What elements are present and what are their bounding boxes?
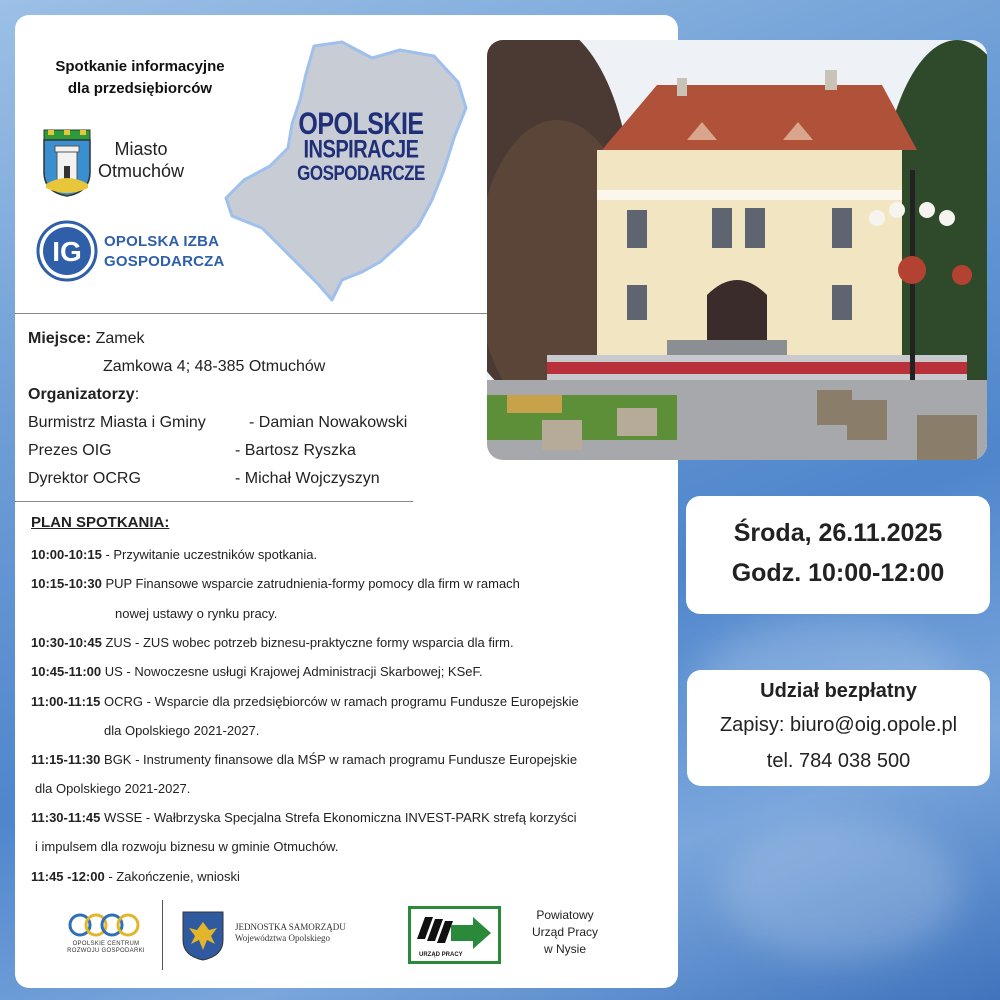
chamber-name [104, 232, 225, 272]
plan-item-text: - Zakończenie, wnioski [104, 869, 240, 884]
chamber-logo-icon [36, 220, 98, 282]
organizer-row [28, 442, 356, 460]
place-address: Zamkowa 4; 48-385 Otmuchów [103, 358, 326, 375]
labour-office-name [520, 907, 610, 958]
organizer-row [28, 414, 408, 432]
plan-item-time: 10:00-10:15 [31, 547, 102, 562]
event-hours: Godz. 10:00-12:00 [731, 559, 945, 587]
plan-item-text: - Przywitanie uczestników spotkania. [101, 547, 318, 562]
registration-card [687, 670, 990, 786]
plan-heading: PLAN SPOTKANIA: [31, 514, 170, 531]
plan-item-continuation: i impulsem dla rozwoju biznesu w gminie Otmuchów. [35, 839, 339, 854]
registration-phone[interactable]: tel. 784 038 500 [766, 750, 911, 772]
plan-item-text: US - Nowoczesne usługi Krajowej Administracji Skarbowej; KSeF. [101, 664, 483, 679]
plan-item-text: OCRG - Wsparcie dla przedsiębiorców w ramach programu Fundusze Europejskie [100, 694, 579, 709]
plan-item [31, 809, 577, 827]
organizer-role: Burmistrz Miasta i Gminy [28, 414, 206, 431]
castle-photo [487, 40, 987, 460]
plan-item [31, 751, 577, 769]
ocrg-name [62, 941, 150, 955]
plan-item [31, 634, 514, 652]
organizer-role: Prezes OIG [28, 442, 112, 459]
chamber-name-line: GOSPODARCZA [104, 253, 225, 270]
plan-item-time: 11:30-11:45 [31, 810, 101, 825]
plan-item-time: 10:45-11:00 [31, 664, 102, 679]
plan-item [31, 693, 579, 711]
ocrg-logo-icon [66, 910, 146, 940]
footer-divider [162, 900, 163, 970]
registration-email[interactable]: Zapisy: biuro@oig.opole.pl [719, 714, 958, 736]
map-title-line: OPOLSKIE [298, 106, 424, 142]
plan-item [31, 575, 520, 593]
ocrg-name-line: ROZWOJU GOSPODARKI [67, 948, 145, 954]
event-title-line: dla przedsiębiorców [67, 80, 213, 97]
voivodeship-name-line: Województwa Opolskiego [235, 933, 331, 943]
place-section [28, 325, 325, 381]
plan-item [31, 868, 240, 886]
plan-item [31, 663, 483, 681]
organizers-label: Organizatorzy [28, 386, 135, 403]
event-date: Środa, 26.11.2025 [733, 519, 943, 547]
organizer-role: Dyrektor OCRG [28, 470, 141, 487]
voivodeship-name [235, 922, 346, 944]
organizer-row [28, 470, 380, 488]
place-label: Miejsce: [28, 330, 92, 347]
city-name-line: Miasto [114, 139, 168, 159]
organizer-person: - Bartosz Ryszka [235, 442, 356, 459]
map-title [290, 106, 432, 185]
organizers-heading [28, 386, 139, 404]
plan-item-text: PUP Finansowe wsparcie zatrudnienia-formy pomocy dla firm w ramach [101, 576, 520, 591]
plan-item-continuation: dla Opolskiego 2021-2027. [35, 781, 191, 796]
chamber-name-line: OPOLSKA IZBA [104, 233, 220, 250]
castle-illustration-icon [487, 40, 987, 460]
plan-item-time: 10:30-10:45 [31, 635, 102, 650]
ocrg-name-line: OPOLSKIE CENTRUM [72, 941, 140, 947]
city-crest-icon [42, 128, 92, 198]
chamber-logo-text: IG [52, 236, 82, 267]
place-name: Zamek [95, 330, 145, 347]
plan-item-time: 10:15-10:30 [31, 576, 102, 591]
map-title-line: GOSPODARCZE [297, 161, 425, 185]
plan-item-time: 11:15-11:30 [31, 752, 101, 767]
organizer-person: - Damian Nowakowski [249, 414, 408, 431]
organizer-person: - Michał Wojczyszyn [235, 470, 380, 487]
city-name [98, 138, 184, 182]
plan-item-time: 11:00-11:15 [31, 694, 101, 709]
plan-item [31, 546, 317, 564]
plan-item-continuation: dla Opolskiego 2021-2027. [104, 723, 260, 738]
event-title [40, 56, 240, 100]
labour-office-logo-label: URZĄD PRACY [419, 952, 463, 958]
labour-office-name-line: w Nysie [543, 942, 586, 956]
organizers-colon: : [134, 386, 140, 403]
voivodeship-name-line: JEDNOSTKA SAMORZĄDU [235, 922, 346, 932]
voivodeship-crest-icon [181, 910, 225, 962]
date-card [686, 496, 990, 614]
labour-office-name-line: Powiatowy [536, 908, 594, 922]
plan-item-text: BGK - Instrumenty finansowe dla MŚP w ramach programu Fundusze Europejskie [100, 752, 578, 767]
plan-item-continuation: nowej ustawy o rynku pracy. [115, 606, 278, 621]
city-name-line: Otmuchów [98, 161, 185, 181]
section-divider [15, 501, 413, 502]
labour-office-logo [408, 906, 501, 964]
plan-item-text: WSSE - Wałbrzyska Specjalna Strefa Ekonomiczna INVEST-PARK strefą korzyści [100, 810, 577, 825]
event-title-line: Spotkanie informacyjne [55, 58, 225, 75]
labour-office-name-line: Urząd Pracy [531, 925, 599, 939]
registration-title: Udział bezpłatny [760, 680, 917, 702]
map-title-line: INSPIRACJE [303, 136, 419, 164]
plan-item-text: ZUS - ZUS wobec potrzeb biznesu-praktyczne formy wsparcia dla firm. [101, 635, 514, 650]
plan-item-time: 11:45 -12:00 [31, 869, 105, 884]
section-divider [15, 313, 487, 314]
background-cloud [720, 820, 960, 960]
